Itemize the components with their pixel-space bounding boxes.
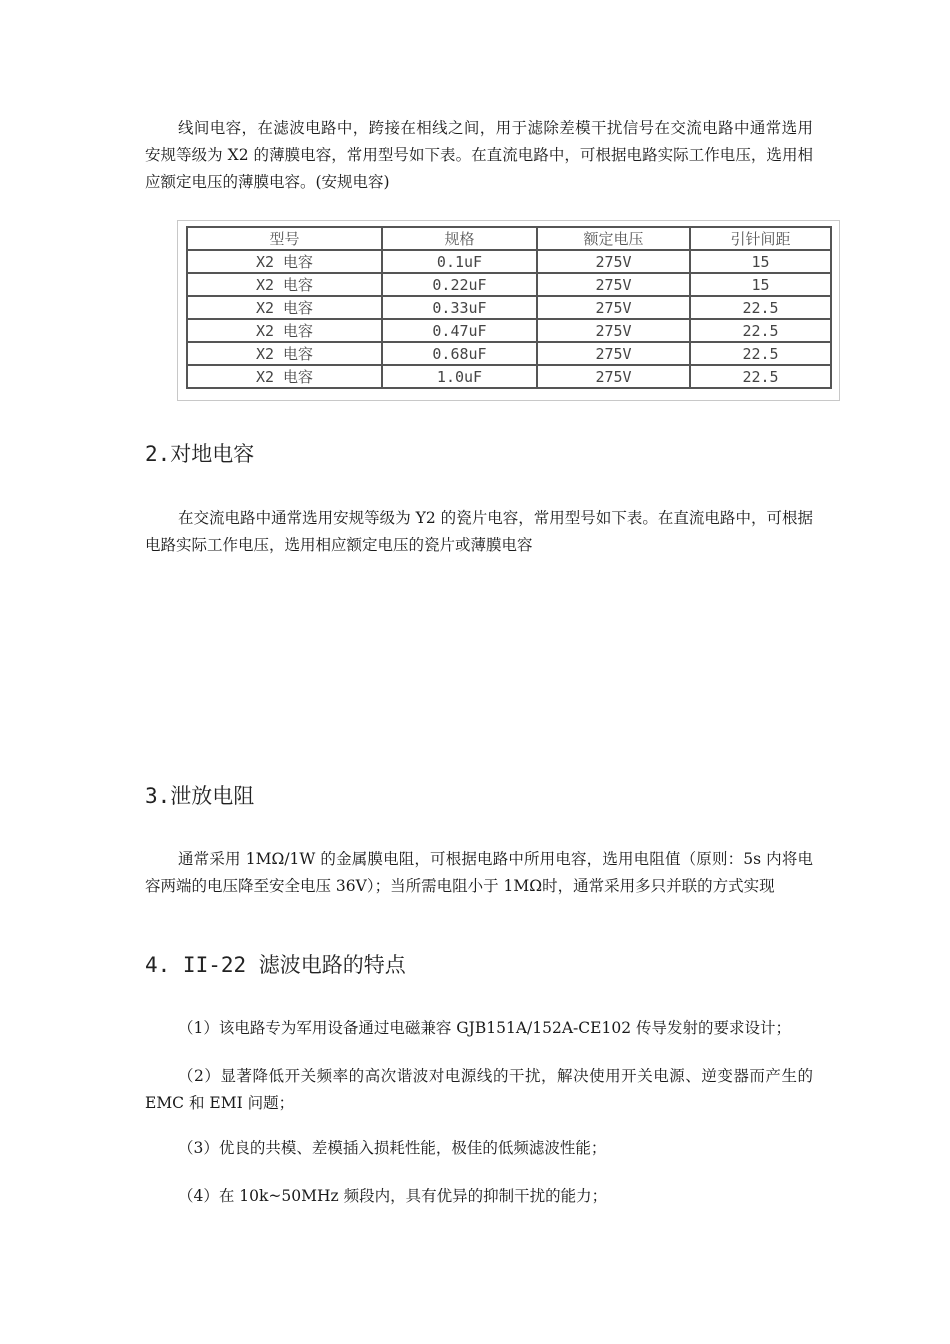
cell-voltage: 275V [537,342,690,365]
table-row [187,319,831,342]
table-row [187,250,831,273]
cell-pitch: 22.5 [690,319,831,342]
section-3-heading: 3.泄放电阻 [145,784,255,808]
cell-pitch: 22.5 [690,365,831,388]
intro-paragraph: 线间电容，在滤波电路中，跨接在相线之间，用于滤除差模干扰信号在交流电路中通常选用安规等级为 X2 的薄膜电容，常用型号如下表。在直流电路中，可根据电路实际工作电压，选用相应额定电压的薄膜电容。(安规电容) [145,119,813,191]
table-row [187,365,831,388]
cell-spec: 0.47uF [382,319,537,342]
section-4-heading: 4. II-22 滤波电路的特点 [145,953,406,977]
section-2-heading: 2.对地电容 [145,442,255,466]
cell-voltage: 275V [537,319,690,342]
header-model: 型号 [187,227,382,250]
feature-item-1: （1）该电路专为军用设备通过电磁兼容 GJB151A/152A-CE102 传导发射的要求设计； [178,1019,791,1037]
x2-capacitor-table [186,226,832,389]
table-row [187,296,831,319]
header-spec: 规格 [382,227,537,250]
table-header-row [187,227,831,250]
cell-spec: 0.68uF [382,342,537,365]
feature-item-3: （3）优良的共模、差模插入损耗性能，极佳的低频滤波性能； [178,1139,607,1157]
cell-voltage: 275V [537,365,690,388]
table-row [187,273,831,296]
cell-voltage: 275V [537,273,690,296]
header-rated-voltage: 额定电压 [537,227,690,250]
table-row [187,342,831,365]
cell-pitch: 15 [690,250,831,273]
cell-voltage: 275V [537,250,690,273]
section-3-paragraph: 通常采用 1MΩ/1W 的金属膜电阻，可根据电路中所用电容，选用电阻值（原则：5s 内将电容两端的电压降至安全电压 36V）；当所需电阻小于 1MΩ时，通常采用多只并联的方式实现 [145,850,813,895]
capacitor-table-frame [177,220,840,401]
cell-model: X2 电容 [187,342,382,365]
cell-pitch: 15 [690,273,831,296]
cell-pitch: 22.5 [690,342,831,365]
cell-model: X2 电容 [187,319,382,342]
cell-spec: 0.1uF [382,250,537,273]
cell-spec: 0.22uF [382,273,537,296]
header-pin-pitch: 引针间距 [690,227,831,250]
cell-model: X2 电容 [187,296,382,319]
cell-model: X2 电容 [187,273,382,296]
cell-spec: 0.33uF [382,296,537,319]
cell-model: X2 电容 [187,365,382,388]
feature-item-4: （4）在 10k~50MHz 频段内，具有优异的抑制干扰的能力； [178,1187,608,1205]
cell-pitch: 22.5 [690,296,831,319]
cell-model: X2 电容 [187,250,382,273]
cell-spec: 1.0uF [382,365,537,388]
cell-voltage: 275V [537,296,690,319]
feature-item-2: （2）显著降低开关频率的高次谐波对电源线的干扰，解决使用开关电源、逆变器而产生的 EMC 和 EMI 问题； [145,1067,813,1112]
section-2-paragraph: 在交流电路中通常选用安规等级为 Y2 的瓷片电容，常用型号如下表。在直流电路中，可根据电路实际工作电压，选用相应额定电压的瓷片或薄膜电容 [145,509,813,554]
